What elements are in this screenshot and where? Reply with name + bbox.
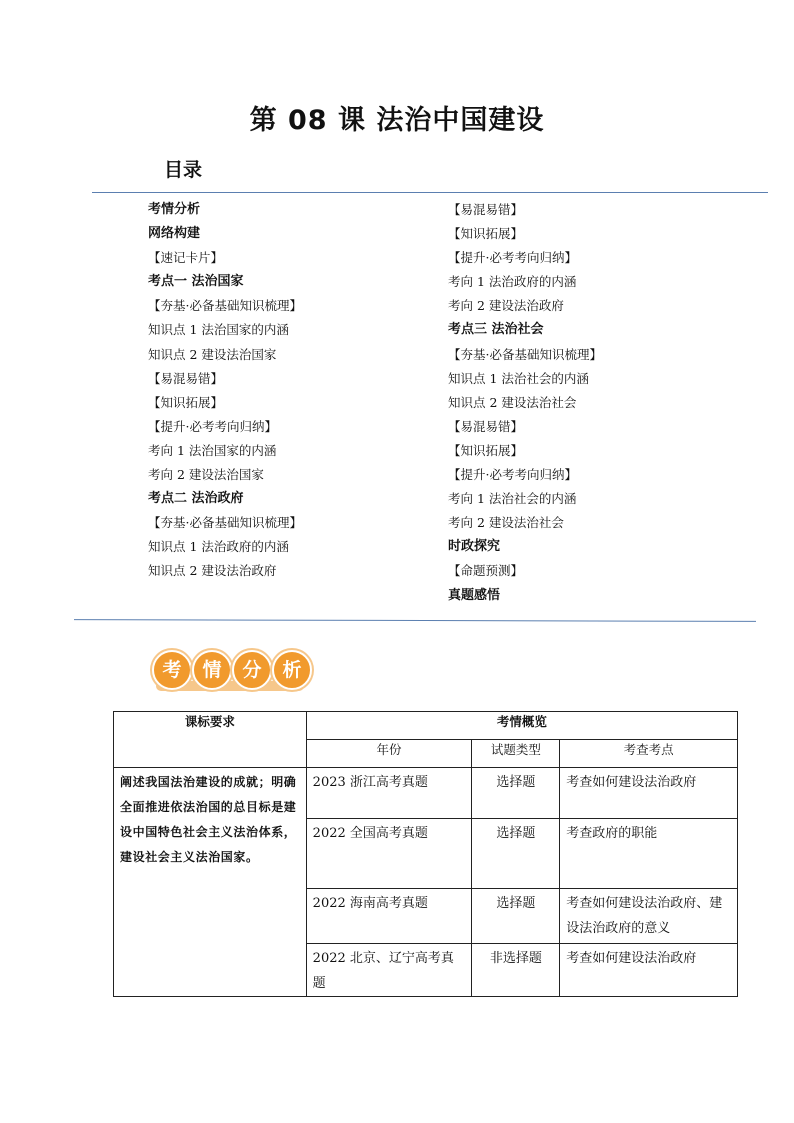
banner-char: 析 — [272, 650, 312, 690]
cell-year: 2022 全国高考真题 — [306, 819, 472, 889]
toc-item[interactable]: 【夯基·必备基础知识梳理】 — [148, 298, 302, 314]
toc-item[interactable]: 考向 2 建设法治社会 — [448, 515, 564, 531]
toc-item[interactable]: 知识点 2 建设法治国家 — [148, 346, 277, 362]
cell-year: 2023 浙江高考真题 — [306, 768, 472, 819]
cell-type: 选择题 — [472, 768, 560, 819]
toc-item[interactable]: 考点一 法治国家 — [148, 274, 244, 290]
toc-left-column — [148, 198, 302, 584]
toc-item[interactable]: 知识点 1 法治国家的内涵 — [148, 322, 289, 338]
toc-item[interactable]: 【知识拓展】 — [448, 226, 524, 242]
curriculum-requirement-text: 阐述我国法治建设的成就；明确全面推进依法治国的总目标是建设中国特色社会主义法治体系，建设社会主义法治国家。 — [114, 768, 307, 997]
toc-item[interactable]: 知识点 1 法治政府的内涵 — [148, 539, 289, 555]
toc-item[interactable]: 考情分析 — [148, 202, 201, 217]
toc-item[interactable]: 知识点 2 建设法治政府 — [148, 563, 277, 579]
exam-overview-table — [113, 711, 738, 997]
toc-right-column — [448, 198, 602, 608]
toc-bottom-divider — [74, 619, 756, 622]
toc-item[interactable]: 【命题预测】 — [448, 563, 524, 579]
toc-item[interactable]: 考向 1 法治社会的内涵 — [448, 491, 577, 507]
cell-type: 选择题 — [472, 889, 560, 944]
section-banner-exam-analysis — [150, 648, 310, 698]
toc-item[interactable]: 考向 2 建设法治国家 — [148, 467, 264, 483]
toc-item[interactable]: 考点二 法治政府 — [148, 491, 244, 507]
toc-item[interactable]: 【提升·必考考向归纳】 — [448, 467, 577, 483]
toc-item[interactable]: 网络构建 — [148, 226, 201, 242]
banner-char: 分 — [232, 650, 272, 690]
cell-type: 非选择题 — [472, 944, 560, 997]
toc-item[interactable]: 真题感悟 — [448, 587, 501, 603]
banner-char: 情 — [192, 650, 232, 690]
toc-heading: 目录 — [164, 159, 203, 181]
toc-item[interactable]: 【易混易错】 — [448, 202, 524, 217]
toc-item[interactable]: 考点三 法治社会 — [448, 322, 544, 338]
header-exam-overview: 考情概览 — [306, 712, 737, 740]
subheader-exam-point: 考查考点 — [560, 740, 738, 768]
header-curriculum-requirement: 课标要求 — [114, 712, 307, 768]
toc-item[interactable]: 知识点 2 建设法治社会 — [448, 394, 577, 410]
cell-point: 考查如何建设法治政府 — [560, 768, 738, 819]
cell-type: 选择题 — [472, 819, 560, 889]
toc-item[interactable]: 【易混易错】 — [148, 370, 224, 386]
toc-item[interactable]: 【知识拓展】 — [448, 442, 524, 458]
toc-item[interactable]: 【提升·必考考向归纳】 — [448, 250, 577, 266]
cell-year: 2022 北京、辽宁高考真题 — [306, 944, 472, 997]
cell-point: 考查如何建设法治政府、建设法治政府的意义 — [560, 889, 738, 944]
toc-item[interactable]: 【速记卡片】 — [148, 250, 224, 266]
toc-item[interactable]: 【夯基·必备基础知识梳理】 — [448, 346, 602, 362]
toc-item[interactable]: 【知识拓展】 — [148, 394, 224, 410]
toc-item[interactable]: 【提升·必考考向归纳】 — [148, 418, 277, 434]
subheader-year: 年份 — [306, 740, 472, 768]
toc-item[interactable]: 时政探究 — [448, 539, 501, 555]
banner-char: 考 — [152, 650, 192, 690]
toc-item[interactable]: 【易混易错】 — [448, 418, 524, 434]
toc-item[interactable]: 考向 1 法治政府的内涵 — [448, 274, 577, 290]
page-title: 第 08 课 法治中国建设 — [249, 105, 545, 136]
toc-item[interactable]: 知识点 1 法治社会的内涵 — [448, 370, 589, 386]
toc-item[interactable]: 考向 2 建设法治政府 — [448, 298, 564, 314]
cell-point: 考查政府的职能 — [560, 819, 738, 889]
toc-item[interactable]: 考向 1 法治国家的内涵 — [148, 442, 277, 458]
toc-item[interactable]: 【夯基·必备基础知识梳理】 — [148, 515, 302, 531]
subheader-question-type: 试题类型 — [472, 740, 560, 768]
cell-year: 2022 海南高考真题 — [306, 889, 472, 944]
cell-point: 考查如何建设法治政府 — [560, 944, 738, 997]
toc-top-divider — [92, 192, 768, 193]
